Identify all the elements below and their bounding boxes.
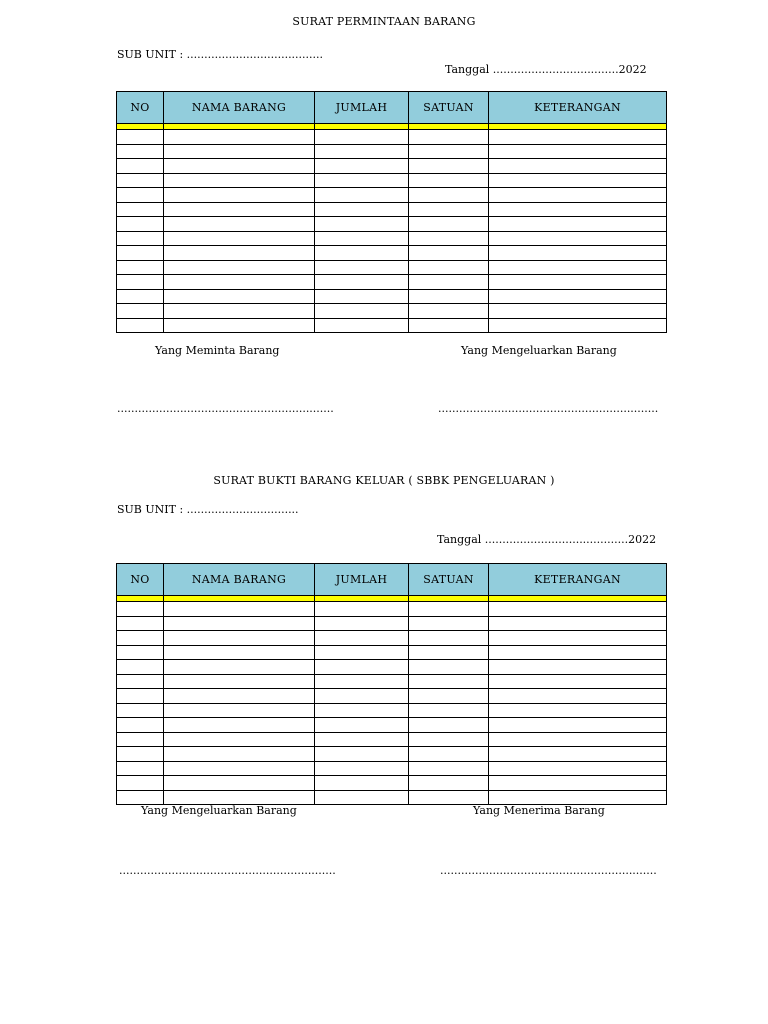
table-cell [164, 246, 315, 261]
table-row [117, 260, 667, 275]
table-cell [409, 130, 489, 145]
table-row [117, 631, 667, 646]
table-cell [315, 602, 409, 617]
form1-sub-unit: SUB UNIT : ....................................... [117, 48, 324, 61]
table-cell [117, 289, 164, 304]
table-cell [117, 318, 164, 333]
table-row [117, 231, 667, 246]
form2-col-satuan: SATUAN [409, 564, 489, 596]
table-row [117, 202, 667, 217]
table-cell [315, 159, 409, 174]
table-cell [164, 159, 315, 174]
table-cell [315, 761, 409, 776]
table-cell [489, 645, 667, 660]
table-cell [489, 660, 667, 675]
table-cell [164, 689, 315, 704]
table-cell [164, 747, 315, 762]
table-cell [164, 602, 315, 617]
table-cell [164, 304, 315, 319]
table-row [117, 761, 667, 776]
form1-sign-right-label: Yang Mengeluarkan Barang [461, 344, 617, 357]
table-cell [409, 732, 489, 747]
table-cell [315, 732, 409, 747]
table-cell [489, 130, 667, 145]
form1-tanggal: Tanggal ....................................2022 [445, 63, 647, 76]
table-cell [164, 231, 315, 246]
table-cell [409, 631, 489, 646]
table-cell [489, 790, 667, 805]
table-cell [409, 616, 489, 631]
table-cell [489, 188, 667, 203]
table-row [117, 674, 667, 689]
table-cell [315, 718, 409, 733]
table-cell [164, 790, 315, 805]
table-cell [409, 304, 489, 319]
table-cell [117, 776, 164, 791]
table-cell [315, 304, 409, 319]
table-cell [409, 260, 489, 275]
table-row [117, 776, 667, 791]
form1-col-satuan: SATUAN [409, 92, 489, 124]
table-cell [489, 173, 667, 188]
table-cell [117, 260, 164, 275]
table-cell [117, 660, 164, 675]
table-cell [409, 776, 489, 791]
table-cell [117, 718, 164, 733]
table-cell [409, 602, 489, 617]
table-row [117, 217, 667, 232]
table-cell [409, 761, 489, 776]
table-cell [164, 776, 315, 791]
table-row [117, 703, 667, 718]
table-cell [117, 761, 164, 776]
form2-tanggal: Tanggal .........................................2022 [437, 533, 657, 546]
form1-sign-left-label: Yang Meminta Barang [155, 344, 280, 357]
table-cell [409, 159, 489, 174]
form1-sign-left-line: .............................................................. [117, 402, 334, 415]
table-row [117, 144, 667, 159]
table-cell [409, 144, 489, 159]
form1-header-row [117, 92, 667, 124]
table-cell [489, 289, 667, 304]
table-cell [489, 761, 667, 776]
table-cell [315, 231, 409, 246]
table-cell [489, 260, 667, 275]
table-cell [315, 747, 409, 762]
table-row [117, 660, 667, 675]
table-cell [489, 202, 667, 217]
form1-sign-right-line: ............................................................... [438, 402, 659, 415]
form1-table [116, 91, 667, 333]
table-row [117, 304, 667, 319]
table-cell [409, 173, 489, 188]
table-cell [164, 260, 315, 275]
table-cell [117, 602, 164, 617]
table-cell [489, 732, 667, 747]
form2-col-keterangan: KETERANGAN [489, 564, 667, 596]
table-cell [164, 144, 315, 159]
table-cell [117, 173, 164, 188]
table-cell [315, 631, 409, 646]
table-row [117, 173, 667, 188]
table-row [117, 718, 667, 733]
form1-title: SURAT PERMINTAAN BARANG [292, 15, 476, 28]
form1-col-jumlah: JUMLAH [315, 92, 409, 124]
form2-sign-right-line: .............................................................. [440, 864, 657, 877]
table-cell [315, 130, 409, 145]
table-cell [117, 217, 164, 232]
table-cell [489, 674, 667, 689]
table-cell [315, 188, 409, 203]
table-cell [315, 616, 409, 631]
table-cell [489, 159, 667, 174]
table-cell [409, 202, 489, 217]
table-cell [117, 790, 164, 805]
table-cell [164, 275, 315, 290]
table-cell [117, 275, 164, 290]
table-cell [409, 188, 489, 203]
table-cell [315, 674, 409, 689]
table-row [117, 732, 667, 747]
form1-table-body [117, 124, 667, 333]
table-cell [117, 747, 164, 762]
table-row [117, 130, 667, 145]
table-cell [315, 173, 409, 188]
table-cell [315, 202, 409, 217]
table-cell [117, 231, 164, 246]
table-cell [117, 689, 164, 704]
form2-col-nama-barang: NAMA BARANG [164, 564, 315, 596]
table-cell [489, 747, 667, 762]
table-row [117, 645, 667, 660]
table-cell [117, 202, 164, 217]
table-cell [117, 246, 164, 261]
table-cell [117, 674, 164, 689]
table-cell [489, 275, 667, 290]
table-cell [409, 703, 489, 718]
table-cell [489, 689, 667, 704]
table-cell [164, 217, 315, 232]
table-cell [117, 144, 164, 159]
table-cell [489, 304, 667, 319]
table-cell [164, 703, 315, 718]
table-cell [164, 202, 315, 217]
table-cell [315, 246, 409, 261]
table-cell [164, 289, 315, 304]
table-cell [164, 674, 315, 689]
table-cell [409, 660, 489, 675]
table-cell [409, 645, 489, 660]
table-cell [489, 246, 667, 261]
table-cell [315, 275, 409, 290]
table-cell [164, 761, 315, 776]
table-cell [117, 631, 164, 646]
table-cell [164, 130, 315, 145]
table-cell [315, 660, 409, 675]
form2-table-body [117, 596, 667, 805]
form2-sign-left-line: .............................................................. [119, 864, 336, 877]
table-cell [409, 718, 489, 733]
table-cell [117, 703, 164, 718]
table-row [117, 747, 667, 762]
table-cell [117, 616, 164, 631]
form2-sign-right-label: Yang Menerima Barang [473, 804, 605, 817]
table-cell [409, 318, 489, 333]
table-cell [489, 318, 667, 333]
table-cell [489, 703, 667, 718]
table-cell [164, 732, 315, 747]
form2-sub-unit: SUB UNIT : ................................ [117, 503, 299, 516]
table-cell [315, 776, 409, 791]
table-cell [164, 718, 315, 733]
table-cell [164, 660, 315, 675]
table-cell [315, 144, 409, 159]
table-cell [489, 217, 667, 232]
table-cell [117, 188, 164, 203]
table-cell [489, 776, 667, 791]
table-cell [164, 318, 315, 333]
table-cell [164, 173, 315, 188]
table-cell [489, 616, 667, 631]
form2-table [116, 563, 667, 805]
table-cell [117, 304, 164, 319]
table-cell [409, 246, 489, 261]
table-cell [164, 631, 315, 646]
table-cell [315, 289, 409, 304]
table-row [117, 790, 667, 805]
table-cell [164, 645, 315, 660]
table-row [117, 246, 667, 261]
table-cell [315, 217, 409, 232]
table-row [117, 289, 667, 304]
table-cell [489, 718, 667, 733]
form1-col-keterangan: KETERANGAN [489, 92, 667, 124]
table-cell [164, 616, 315, 631]
table-row [117, 159, 667, 174]
table-cell [315, 645, 409, 660]
table-row [117, 689, 667, 704]
table-cell [315, 318, 409, 333]
table-cell [489, 231, 667, 246]
table-row [117, 616, 667, 631]
table-cell [489, 144, 667, 159]
table-cell [409, 674, 489, 689]
table-cell [117, 159, 164, 174]
form2-title: SURAT BUKTI BARANG KELUAR ( SBBK PENGELUARAN ) [213, 474, 555, 487]
table-cell [409, 689, 489, 704]
table-cell [117, 130, 164, 145]
form2-col-no: NO [117, 564, 164, 596]
table-cell [409, 231, 489, 246]
table-cell [164, 188, 315, 203]
table-cell [117, 732, 164, 747]
table-row [117, 318, 667, 333]
table-row [117, 275, 667, 290]
table-cell [489, 631, 667, 646]
table-cell [315, 260, 409, 275]
table-cell [409, 217, 489, 232]
table-cell [117, 645, 164, 660]
table-cell [409, 275, 489, 290]
form2-sign-left-label: Yang Mengeluarkan Barang [141, 804, 297, 817]
table-cell [489, 602, 667, 617]
form1-col-nama-barang: NAMA BARANG [164, 92, 315, 124]
table-cell [315, 790, 409, 805]
table-cell [409, 289, 489, 304]
table-row [117, 602, 667, 617]
table-row [117, 188, 667, 203]
form2-col-jumlah: JUMLAH [315, 564, 409, 596]
form1-col-no: NO [117, 92, 164, 124]
form2-header-row [117, 564, 667, 596]
table-cell [315, 703, 409, 718]
table-cell [409, 790, 489, 805]
table-cell [315, 689, 409, 704]
table-cell [409, 747, 489, 762]
